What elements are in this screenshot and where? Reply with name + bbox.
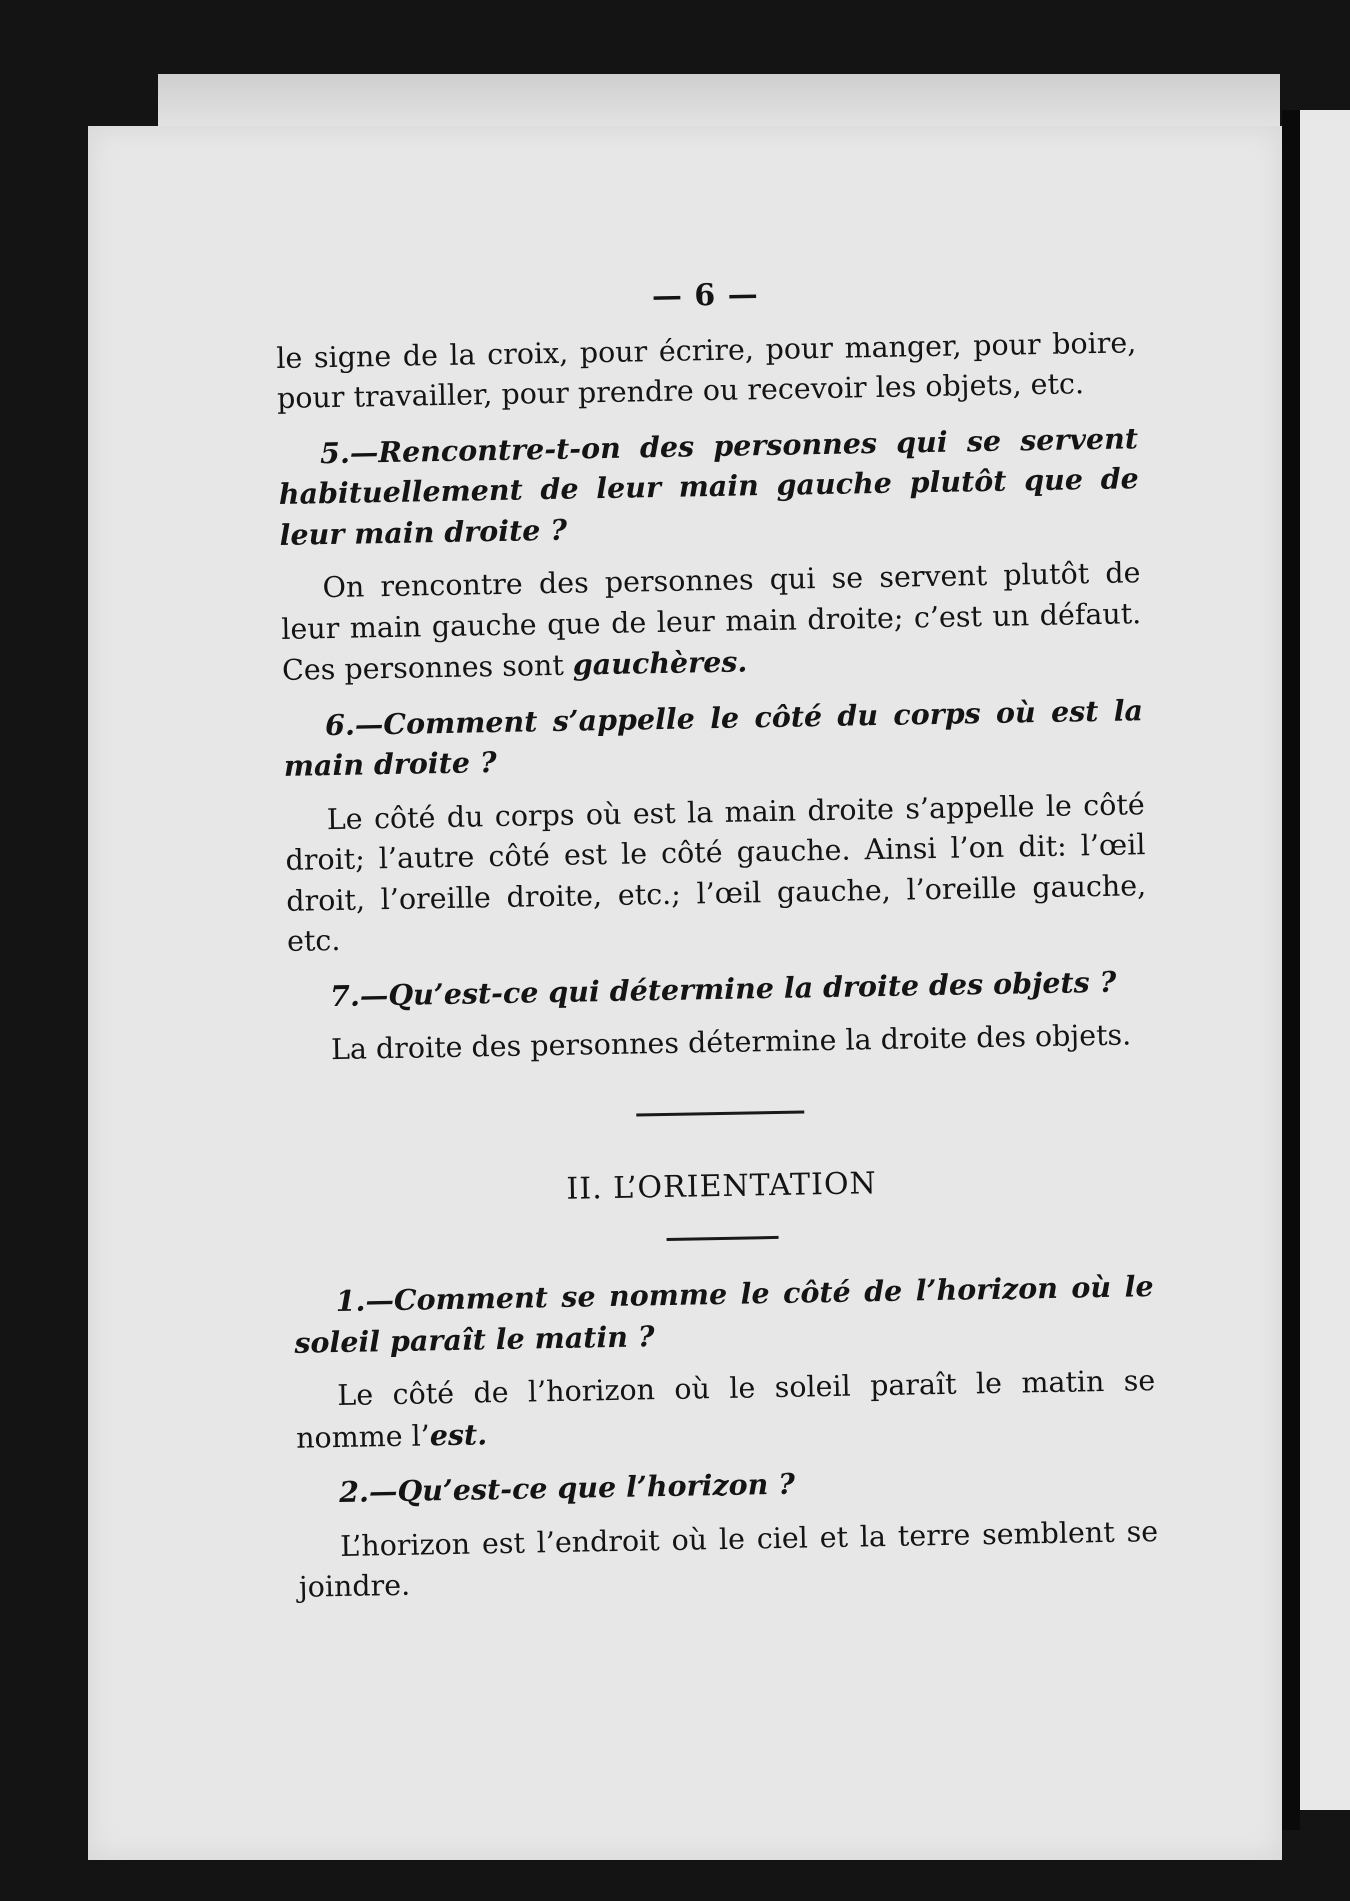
question-6: 6.—Comment s’appelle le côté du corps où est la main droite ? [283, 692, 1144, 783]
question-7: 7.—Qu’est-ce qui détermine la droite des objets ? [329, 964, 1117, 1013]
question-5: 5.—Rencontre-t-on des personnes qui se servent habituellement de leur main gauche plutôt que de leur main droite ? [278, 420, 1140, 552]
answer-paragraph: le signe de la croix, pour écrire, pour manger, pour boire, pour travailler, pour prendre ou recevoir les objets, etc. [276, 325, 1137, 415]
scan-background-edge [158, 74, 1280, 130]
answer-5: On rencontre des personnes qui se servent plutôt de leur main gauche que de leur main droite; c’est un défaut. Ces personnes sont gauchères. [281, 556, 1142, 687]
question-1: 1.—Comment se nomme le côté de l’horizon où le soleil paraît le matin ? [294, 1269, 1154, 1360]
question-2: 2.—Qu’est-ce que l’horizon ? [338, 1466, 796, 1510]
adjacent-page-edge [1300, 110, 1350, 1810]
section-title: II. L’ORIENTATION [566, 1165, 878, 1207]
section-divider-bottom [667, 1236, 779, 1241]
answer-1: Le côté de l’horizon où le soleil paraît le matin se nomme l’est. [295, 1364, 1156, 1455]
answer-7: La droite des personnes détermine la droite des objets. [330, 1018, 1132, 1067]
bottom-paragraphs [293, 1266, 1159, 1608]
scan-gutter [1282, 110, 1300, 1830]
top-paragraphs [276, 323, 1149, 1072]
page-text [275, 268, 1159, 1622]
section-divider-top [636, 1110, 804, 1116]
answer-2: L’horizon est l’endroit où le ciel et la terre semblent se joindre. [298, 1514, 1159, 1604]
page-number: — 6 — [651, 277, 759, 315]
answer-6: Le côté du corps où est la main droite s’appelle le côté droit; l’autre côté est le côté gauche. Ainsi l’on dit: l’œil droit, l’oreille droite, etc.; l’œil gauche, l’oreille gauche, etc. [285, 787, 1147, 958]
